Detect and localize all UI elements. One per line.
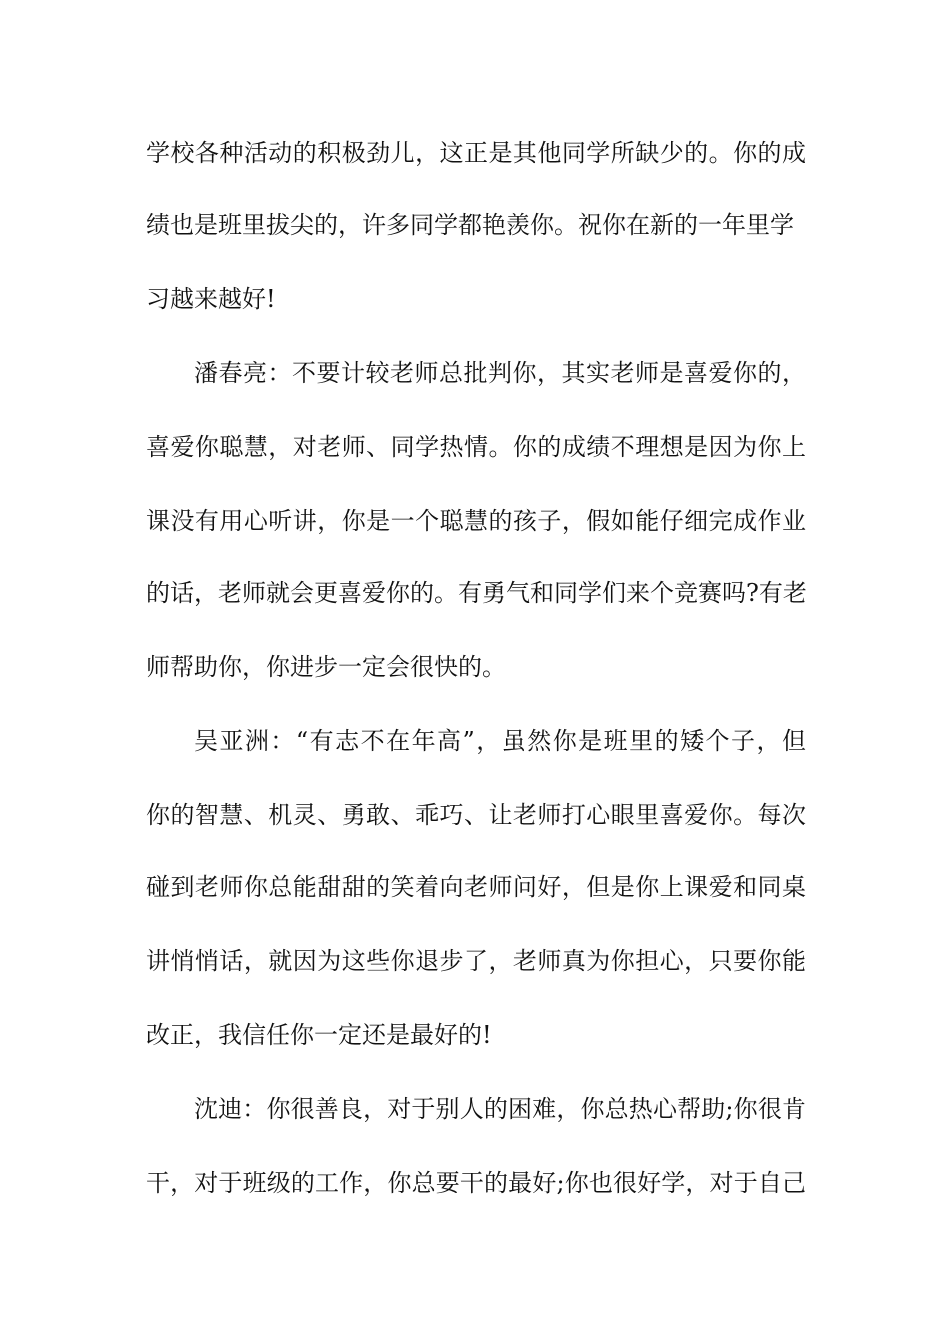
text-line: 干，对于班级的工作，你总要干的最好;你也很好学，对于自己 <box>146 1169 806 1197</box>
paragraph-start-line: 吴亚洲：“有志不在年高”，虽然你是班里的矮个子，但 <box>194 727 806 755</box>
text-line: 课没有用心听讲，你是一个聪慧的孩子，假如能仔细完成作业 <box>146 507 806 535</box>
paragraph-start-line: 潘春亮：不要计较老师总批判你，其实老师是喜爱你的， <box>194 359 806 387</box>
text-line: 师帮助你，你进步一定会很快的。 <box>146 653 506 681</box>
text-line: 习越来越好! <box>146 285 276 313</box>
text-line: 讲悄悄话，就因为这些你退步了，老师真为你担心，只要你能 <box>146 947 806 975</box>
text-line: 改正，我信任你一定还是最好的! <box>146 1021 492 1049</box>
text-line: 的话，老师就会更喜爱你的。有勇气和同学们来个竞赛吗?有老 <box>146 579 807 607</box>
text-line: 喜爱你聪慧，对老师、同学热情。你的成绩不理想是因为你上 <box>146 433 806 461</box>
text-line: 绩也是班里拔尖的，许多同学都艳羡你。祝你在新的一年里学 <box>146 211 794 239</box>
paragraph-start-line: 沈迪：你很善良，对于别人的困难，你总热心帮助;你很肯 <box>194 1095 806 1123</box>
text-line: 碰到老师你总能甜甜的笑着向老师问好，但是你上课爱和同桌 <box>146 873 806 901</box>
text-line: 学校各种活动的积极劲儿，这正是其他同学所缺少的。你的成 <box>146 139 806 167</box>
text-line: 你的智慧、机灵、勇敢、乖巧、让老师打心眼里喜爱你。每次 <box>146 801 806 829</box>
